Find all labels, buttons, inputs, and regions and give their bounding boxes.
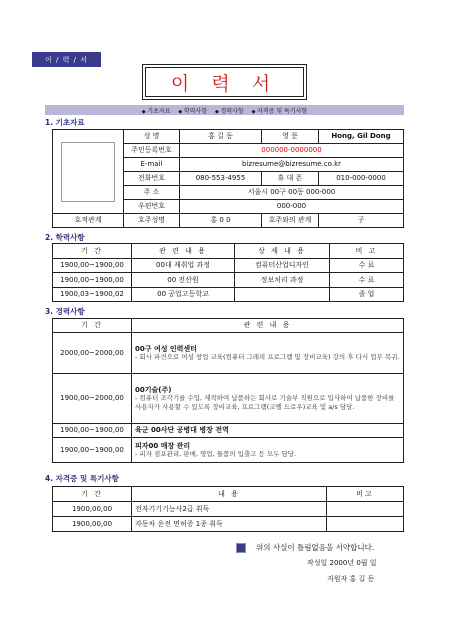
career-desc: - 피자 점포관리, 판매, 영업, 물품의 입출고 등 모두 담당. — [135, 449, 297, 458]
relation-value: 子 — [319, 214, 404, 228]
id-number-value: 000000-0000000 — [180, 144, 404, 158]
career-period: 1900,00~2000,00 — [53, 374, 132, 424]
edu-period: 1900,03~1900,02 — [53, 287, 132, 302]
cert-period: 1900,00,00 — [53, 517, 132, 532]
cert-period: 1900,00,00 — [53, 502, 132, 517]
career-header-content: 관 련 내 용 — [132, 319, 404, 333]
career-title: 00구 여성 인력센터 — [135, 344, 197, 353]
household-head-label: 호주성명 — [124, 214, 180, 228]
table-row — [53, 502, 404, 517]
cert-content: 전자기기기능사2급 취득 — [132, 502, 327, 517]
cert-table — [52, 486, 404, 532]
edu-header-period: 기 간 — [53, 244, 132, 259]
name-value: 홍 길 동 — [180, 130, 262, 144]
pledge-text: 위의 사실이 틀림없음을 서약합니다. — [256, 543, 375, 552]
career-entry — [132, 438, 404, 463]
document-title: 이 력 서 — [145, 67, 304, 97]
table-row — [53, 273, 404, 288]
nav-item-education: ◆ 학력사항 — [178, 106, 207, 115]
edu-header-note: 비 고 — [330, 244, 404, 259]
education-table — [52, 243, 404, 302]
mobile-value: 010-000-0000 — [319, 172, 404, 186]
family-relation-label: 호적관계 — [53, 214, 124, 228]
table-row — [53, 374, 404, 424]
edu-period: 1900,00~1900,00 — [53, 273, 132, 288]
household-head-value: 홍 0 0 — [180, 214, 262, 228]
career-period: 1900,00~1900,00 — [53, 424, 132, 438]
edu-note: 수 료 — [330, 273, 404, 288]
zip-label: 우편번호 — [124, 200, 180, 214]
edu-header-detail: 상 세 내 용 — [235, 244, 330, 259]
edu-detail: 컴퓨터산업디자인 — [235, 258, 330, 273]
career-desc: - 회사 파견으로 여성 창업 교육(컴퓨터 그래픽 프로그램 및 장비교육) 강의 후 다시 업무 복귀. — [135, 352, 400, 361]
cert-content: 자동차 운전 면허증 1종 취득 — [132, 517, 327, 532]
section-title-basic: 1. 기초자료 — [45, 118, 85, 127]
zip-value: 000-000 — [180, 200, 404, 214]
table-row — [53, 287, 404, 302]
career-entry — [132, 424, 404, 438]
career-desc: - 컴퓨터 조각기를 수입, 제작하여 납품하는 회사로 기술부 직원으로 입사하여 납품한 장비를 사용자가 사용할 수 있도록 장비교육, 프로그램(코렐 드로우)교육 및 a/s 담당. — [135, 393, 395, 411]
edu-content: 00대 재취업 과정 — [132, 258, 235, 273]
section-title-career: 3. 경력사항 — [45, 307, 85, 316]
section-nav-bar — [45, 105, 404, 115]
career-header-period: 기 간 — [53, 319, 132, 333]
table-row — [53, 333, 404, 374]
email-label: E-mail — [124, 158, 180, 172]
career-entry — [132, 374, 404, 424]
email-value: bizresume@bizresume.co.kr — [180, 158, 404, 172]
eng-name-value: Hong, Gil Dong — [319, 130, 404, 144]
edu-content: 00 공업고등학교 — [132, 287, 235, 302]
section-title-cert: 4. 자격증 및 특기사항 — [45, 474, 119, 483]
table-row — [53, 424, 404, 438]
id-number-label: 주민등록번호 — [124, 144, 180, 158]
edu-detail: 정보처리 과정 — [235, 273, 330, 288]
basic-info-table — [52, 129, 404, 228]
edu-note: 졸 업 — [330, 287, 404, 302]
phone-label: 전화번호 — [124, 172, 180, 186]
address-label: 주 소 — [124, 186, 180, 200]
phone-value: 080-553-4955 — [180, 172, 262, 186]
edu-content: 00 전산원 — [132, 273, 235, 288]
pledge-statement — [236, 542, 374, 553]
table-row — [53, 438, 404, 463]
photo-placeholder — [53, 130, 124, 214]
career-period: 1900,00~1900,00 — [53, 438, 132, 463]
cert-header-note: 비고 — [327, 487, 404, 502]
cert-note — [327, 502, 404, 517]
edu-header-content: 관 련 내 용 — [132, 244, 235, 259]
address-value: 서울시 00구 00동 000-000 — [180, 186, 404, 200]
career-title: 00기술(주) — [135, 385, 172, 394]
cert-header-period: 기 간 — [53, 487, 132, 502]
name-label: 성 명 — [124, 130, 180, 144]
table-row — [53, 258, 404, 273]
cert-note — [327, 517, 404, 532]
nav-item-career: ◆ 경력사항 — [215, 106, 244, 115]
applicant-signature: 지원자 홍 길 동 — [327, 575, 375, 583]
nav-item-cert: ◆ 자격증 및 특기사항 — [252, 106, 308, 115]
edu-detail — [235, 287, 330, 302]
edu-note: 수 료 — [330, 258, 404, 273]
cert-header-content: 내 용 — [132, 487, 327, 502]
career-title: 피자00 매장 관리 — [135, 441, 191, 450]
career-table — [52, 318, 404, 463]
nav-item-basic: ◆ 기초자료 — [142, 106, 171, 115]
edu-period: 1900,00~1900,00 — [53, 258, 132, 273]
relation-label: 호주와의 관계 — [262, 214, 319, 228]
table-row — [53, 517, 404, 532]
written-date: 작성일 2000년 0월 일 — [307, 559, 377, 567]
photo-frame — [61, 142, 115, 202]
eng-name-label: 영 문 — [262, 130, 319, 144]
career-period: 2000,00~2000,00 — [53, 333, 132, 374]
mobile-label: 휴 대 폰 — [262, 172, 319, 186]
section-title-education: 2. 학력사항 — [45, 233, 85, 242]
career-entry — [132, 333, 404, 374]
career-title: 육군 00사단 공병대 병장 전역 — [135, 426, 229, 435]
square-bullet-icon — [236, 543, 246, 553]
document-tag: 이 / 력 / 서 — [32, 52, 101, 67]
